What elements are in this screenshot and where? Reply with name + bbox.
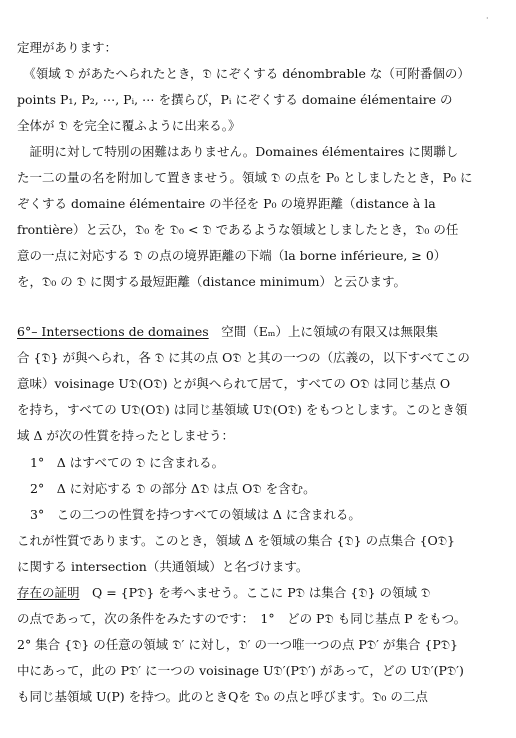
- text-span: Q = {P𝔇} を考へませう。ここに P𝔇 は集合 {𝔇} の領域 𝔇: [79, 585, 431, 600]
- text-line: 証明に対して特別の困難はありません。Domaines élémentaires に関聯し: [17, 144, 459, 159]
- text-line: を持ち，すべての U𝔇(O𝔇) は同じ基領域 U𝔇(O𝔇) をもつとします。このとき領: [17, 402, 468, 417]
- text-line: 意味）voisinage U𝔇(O𝔇) とが與へられて居て，すべての O𝔇 は同じ基点 O: [17, 376, 451, 391]
- list-item: 3° この二つの性質を持つすべての領域は Δ に含まれる。: [30, 507, 361, 522]
- proof-heading-line: [17, 585, 501, 601]
- text-line: 《領域 𝔇 があたへられたとき，𝔇 にぞくする dénombrable な（可附番個の）: [17, 66, 470, 81]
- text-line: 合 {𝔇} が與へられ，各 𝔇 に其の点 O𝔇 と其の一つの（広義の，以下すべてこの: [17, 350, 470, 365]
- text-span: 空間（Eₘ）上に領域の有限又は無限集: [208, 324, 438, 339]
- text-line: 域 Δ が次の性質を持ったとしませう：: [17, 428, 234, 443]
- text-line: 意の一点に対応する 𝔇 の点の境界距離の下端（la borne inférieure, ≥ 0）: [17, 248, 447, 263]
- list-item: 1° Δ はすべての 𝔇 に含まれる。: [30, 455, 225, 470]
- text-line: を，𝔇₀ の 𝔇 に関する最短距離（distance minimum）と云ひます。: [17, 274, 406, 289]
- text-line: frontière）と云ひ，𝔇₀ を 𝔇₀ < 𝔇 であるような領域としましたとき，𝔇₀ の任: [17, 222, 459, 237]
- text-line: た一二の量の名を附加して置きませう。領域 𝔇 の点を P₀ としましたとき，P₀ に: [17, 170, 473, 185]
- text-line: 2° 集合 {𝔇} の任意の領域 𝔇′ に対し，𝔇′ の一つ唯一つの点 P𝔇′ が集合 {P𝔇}: [17, 637, 458, 652]
- text-line: に関する intersection（共通領域）と名づけます。: [17, 559, 309, 574]
- list-item: 2° Δ に対応する 𝔇 の部分 Δ𝔇 は点 O𝔇 を含む。: [30, 481, 316, 496]
- section-heading-line: [17, 324, 501, 340]
- corner-mark: ·: [486, 14, 489, 23]
- section-heading: 6°– Intersections de domaines: [17, 324, 209, 339]
- text-line: も同じ基領域 U(P) を持つ。此のときQを 𝔇₀ の点と呼びます。𝔇₀ の二点: [17, 689, 428, 704]
- text-line: ぞくする domaine élémentaire の半径を P₀ の境界距離（distance à la: [17, 196, 436, 211]
- proof-heading: 存在の証明: [17, 585, 80, 600]
- text-line: 定理があります：: [17, 40, 118, 55]
- text-line: 中にあって，此の P𝔇′ に一つの voisinage U𝔇′(P𝔇′) があって，どの U𝔇′(P𝔇′): [17, 663, 464, 678]
- text-line: の点であって，次の条件をみたすのです： 1° どの P𝔇 も同じ基点 P をもつ。: [17, 611, 467, 626]
- text-line: これが性質であります。このとき，領域 Δ を領域の集合 {𝔇} の点集合 {O𝔇}: [17, 533, 456, 548]
- text-line: 全体が 𝔇 を完全に覆ふように出来る。》: [17, 118, 241, 133]
- text-line: points P₁, P₂, ⋯, Pᵢ, ⋯ を撰らび，Pᵢ にぞくする domaine élémentaire の: [17, 92, 453, 107]
